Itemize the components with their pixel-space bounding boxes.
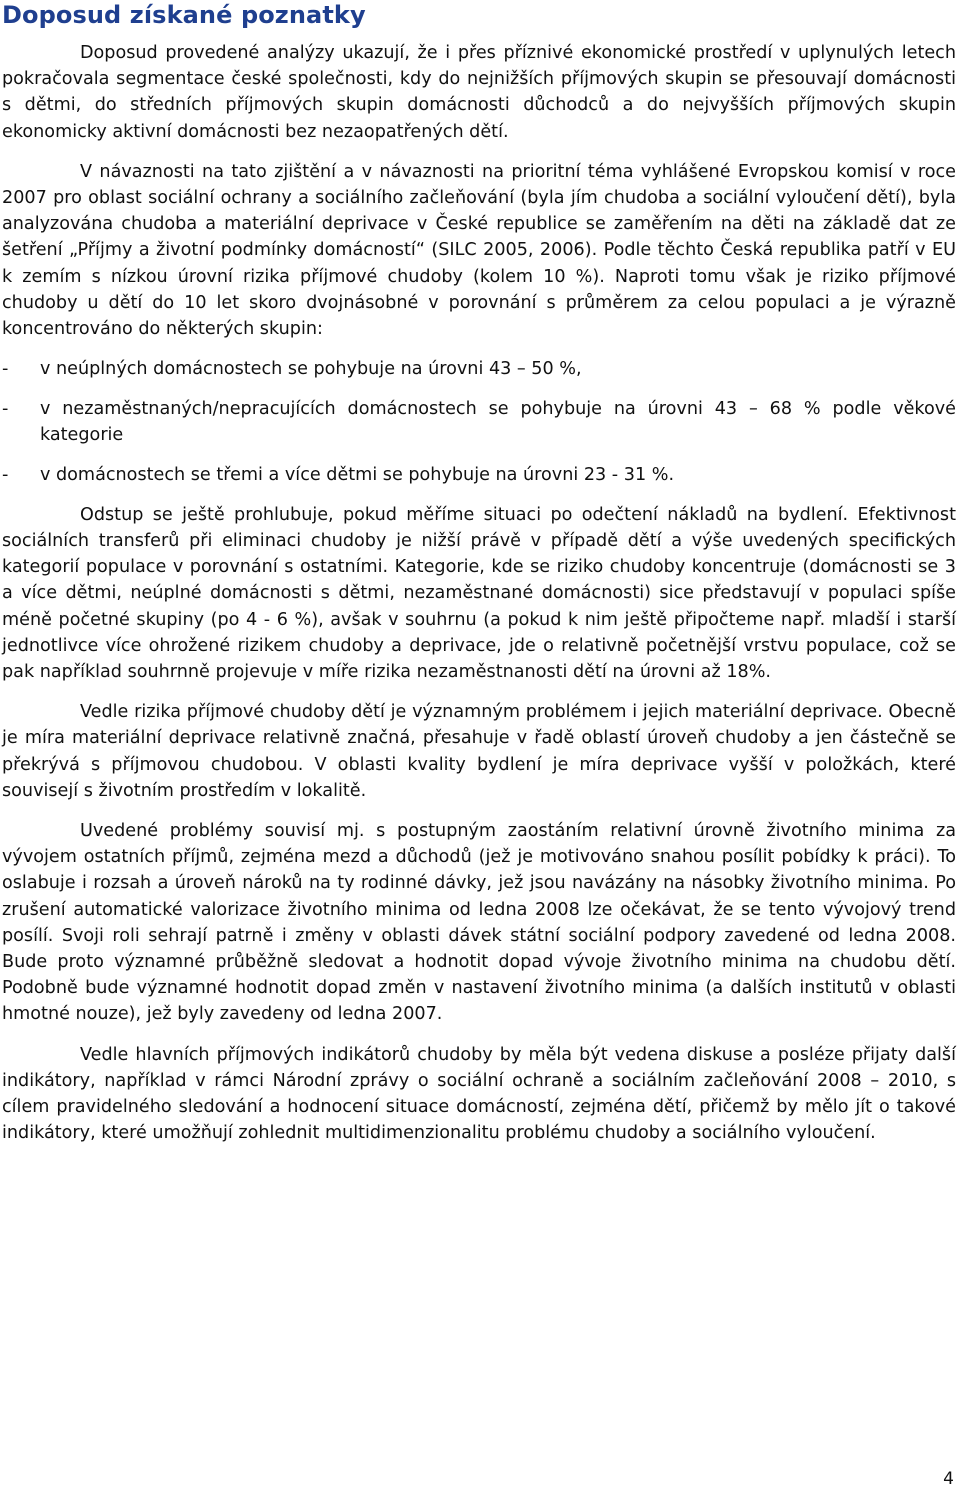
list-item: [2, 462, 956, 488]
list-item: [2, 396, 956, 448]
paragraph-6: Vedle hlavních příjmových indikátorů chudoby by měla být vedena diskuse a posléze přijaty další indikátory, například v rámci Národní zprávy o sociální ochraně a sociálním začleňování 2008 – 2010, s cílem pravidelného sledování a hodnocení situace domácností, zejména dětí, přičemž by mělo jít o takové indikátory, které umožňují zohlednit multidimenzionalitu problému chudoby a sociálního vyloučení.: [2, 1044, 956, 1144]
bullet-text: v neúplných domácnostech se pohybuje na úrovni 43 – 50 %,: [40, 359, 582, 380]
list-item: [2, 356, 956, 382]
bullet-text: v domácnostech se třemi a více dětmi se pohybuje na úrovni 23 - 31 %.: [40, 465, 675, 486]
document-body: [2, 40, 956, 1161]
paragraph-intro-2: V návaznosti na tato zjištění a v návaznosti na prioritní téma vyhlášené Evropskou komisí v roce 2007 pro oblast sociální ochrany a sociálního začleňování (byla jím chudoba a sociální vyloučení dětí), byla analyzována chudoba a materiální deprivace v České republice se zaměřením na děti na základě dat ze šetření „Příjmy a životní podmínky domácností“ (SILC 2005, 2006). Podle těchto Česká republika patří v EU k zemím s nízkou úrovní rizika příjmové chudoby (kolem 10 %). Naproti tomu však je riziko příjmové chudoby u dětí do 10 let skoro dvojnásobné v porovnání s průměrem za celou populaci a je výrazně koncentrováno do některých skupin:: [2, 161, 956, 340]
paragraph-5: Uvedené problémy souvisí mj. s postupným zaostáním relativní úrovně životního minima za vývojem ostatních příjmů, zejména mezd a důchodů (jež je motivováno snahou posílit pobídky k práci). To oslabuje i rozsah a úroveň nároků na ty rodinné dávky, jež jsou navázány na násobky životního minima. Po zrušení automatické valorizace životního minima od ledna 2008 lze očekávat, že se tento vývojový trend posílí. Svoji roli sehrají patrně i změny v oblasti dávek státní sociální podpory zavedené od ledna 2008. Bude proto významné průběžně sledovat a hodnotit dopad vývoje životního minima na chudobu dětí. Podobně bude významné hodnotit dopad změn v nastavení životního minima (a dalších institutů v oblasti hmotné nouze), jež byly zavedeny od ledna 2007.: [2, 821, 956, 1025]
paragraph-4: Vedle rizika příjmové chudoby dětí je významným problémem i jejich materiální deprivace. Obecně je míra materiální deprivace relativně značná, přesahuje v řadě oblastí úroveň chudoby a jen částečně se překrývá s příjmovou chudobou. V oblasti kvality bydlení je míra deprivace vyšší v položkách, které souvisejí s životním prostředím v lokalitě.: [2, 702, 956, 801]
bullet-dash: -: [2, 399, 9, 420]
bullet-dash: -: [2, 465, 9, 486]
section-heading: Doposud získané poznatky: [2, 1, 366, 29]
page-number: 4: [943, 1469, 954, 1489]
bullet-dash: -: [2, 359, 9, 380]
paragraph-3: Odstup se ještě prohlubuje, pokud měříme situaci po odečtení nákladů na bydlení. Efektivnost sociálních transferů při eliminaci chudoby je nižší právě v případě dětí a výše uvedených specifických kategorií populace v porovnání s ostatními. Kategorie, kde se riziko chudoby koncentruje (domácnosti se 3 a více dětmi, neúplné domácnosti s dětmi, nezaměstnané domácnosti) sice představují v populaci spíše méně početné skupiny (po 4 - 6 %), avšak v souhrnu (a pokud k nim ještě připočteme např. mladší i starší jednotlivce více ohrožené rizikem chudoby a deprivace, jde o relativně početnější vrstvu populace, což se pak například souhrnně projevuje v míře rizika nezaměstnanosti dětí na úrovni až 18%.: [2, 504, 956, 683]
paragraph-intro-1: Doposud provedené analýzy ukazují, že i přes příznivé ekonomické prostředí v uplynulých letech pokračovala segmentace české společnosti, kdy do nejnižších příjmových skupin se přesouvají domácnosti s dětmi, do středních příjmových skupin domácnosti důchodců a do nejvyšších příjmových skupin ekonomicky aktivní domácnosti bez nezaopatřených dětí.: [2, 43, 956, 142]
bullet-list: [2, 356, 956, 488]
bullet-text: v nezaměstnaných/nepracujících domácnostech se pohybuje na úrovni 43 – 68 % podle věkové kategorie: [40, 399, 956, 446]
